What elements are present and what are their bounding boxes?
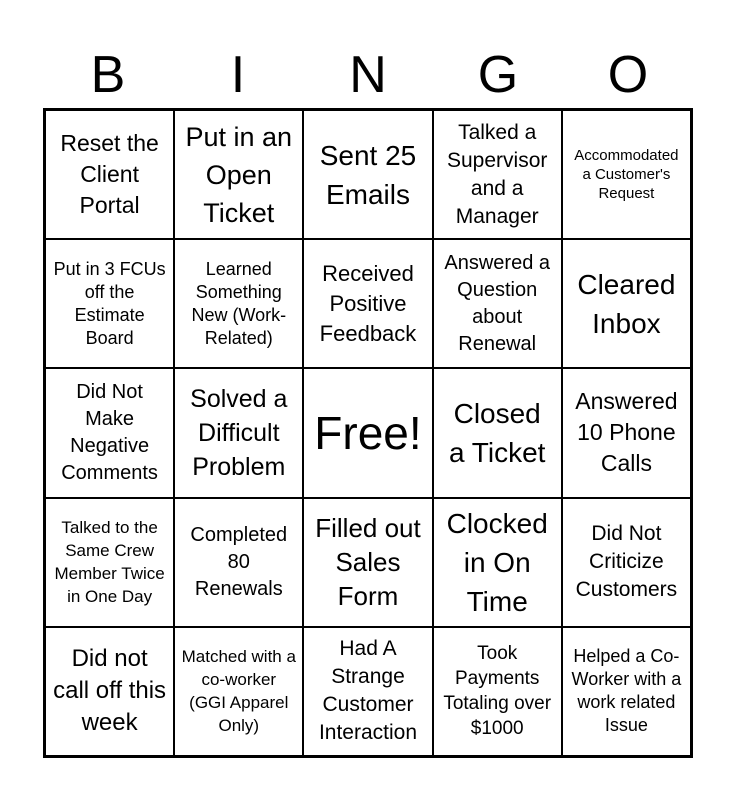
bingo-cell-5-2[interactable] (174, 627, 303, 756)
bingo-cell-5-5[interactable] (562, 627, 691, 756)
cell-label: Received Positive Feedback (319, 260, 417, 346)
header-letter-g: G (477, 46, 519, 104)
bingo-cell-2-1[interactable] (45, 239, 174, 368)
cell-label: Accommodated a Customer's Request (574, 147, 679, 203)
bingo-cell-1-1[interactable] (45, 110, 174, 239)
cell-label: Talked a Supervisor and a Manager (447, 120, 548, 228)
bingo-cell-1-3[interactable] (303, 110, 432, 239)
free-space-label: Free! (314, 406, 422, 459)
bingo-cell-4-5[interactable] (562, 498, 691, 627)
cell-label: Answered a Question about Renewal (444, 251, 550, 355)
bingo-cell-4-1[interactable] (45, 498, 174, 627)
cell-label: Cleared Inbox (577, 268, 676, 339)
cell-label: Reset the Client Portal (60, 130, 159, 219)
bingo-cell-2-2[interactable] (174, 239, 303, 368)
bingo-cell-4-3[interactable] (303, 498, 432, 627)
bingo-board (43, 108, 693, 758)
bingo-cell-2-3[interactable] (303, 239, 432, 368)
bingo-cell-4-4[interactable] (433, 498, 562, 627)
cell-label: Talked to the Same Crew Member Twice in One Day (54, 518, 165, 607)
bingo-cell-3-4[interactable] (433, 368, 562, 497)
bingo-cell-2-5[interactable] (562, 239, 691, 368)
cell-label: Clocked in On Time (446, 507, 548, 617)
bingo-cell-1-4[interactable] (433, 110, 562, 239)
header-letter-i: I (230, 46, 246, 104)
cell-label: Completed 80 Renewals (190, 523, 288, 600)
cell-label: Filled out Sales Form (315, 513, 421, 612)
cell-label: Matched with a co-worker (GGI Apparel Only) (181, 647, 296, 736)
cell-label: Helped a Co-Worker with a work related Issue (571, 646, 682, 736)
cell-label: Sent 25 Emails (319, 139, 417, 210)
header-letter-n: N (349, 46, 387, 104)
bingo-cell-3-5[interactable] (562, 368, 691, 497)
bingo-cell-3-1[interactable] (45, 368, 174, 497)
cell-label: Solved a Difficult Problem (190, 384, 288, 481)
cell-label: Answered 10 Phone Calls (575, 388, 678, 477)
bingo-cell-3-3[interactable] (303, 368, 432, 497)
cell-label: Closed a Ticket (448, 397, 546, 468)
bingo-cell-1-5[interactable] (562, 110, 691, 239)
cell-label: Did Not Criticize Customers (575, 522, 678, 602)
cell-label: Learned Something New (Work-Related) (191, 258, 287, 348)
bingo-cell-5-4[interactable] (433, 627, 562, 756)
bingo-cell-4-2[interactable] (174, 498, 303, 627)
header-letter-b: B (90, 46, 126, 104)
bingo-cell-3-2[interactable] (174, 368, 303, 497)
cell-label: Put in 3 FCUs off the Estimate Board (53, 258, 166, 348)
bingo-cell-5-1[interactable] (45, 627, 174, 756)
bingo-cell-2-4[interactable] (433, 239, 562, 368)
bingo-header (43, 42, 693, 108)
cell-label: Had A Strange Customer Interaction (318, 637, 418, 745)
header-letter-o: O (607, 46, 649, 104)
cell-label: Did Not Make Negative Comments (61, 380, 158, 484)
bingo-cell-1-2[interactable] (174, 110, 303, 239)
cell-label: Did not call off this week (53, 645, 167, 737)
bingo-cell-5-3[interactable] (303, 627, 432, 756)
cell-label: Put in an Open Ticket (185, 121, 293, 228)
cell-label: Took Payments Totaling over $1000 (443, 643, 552, 740)
